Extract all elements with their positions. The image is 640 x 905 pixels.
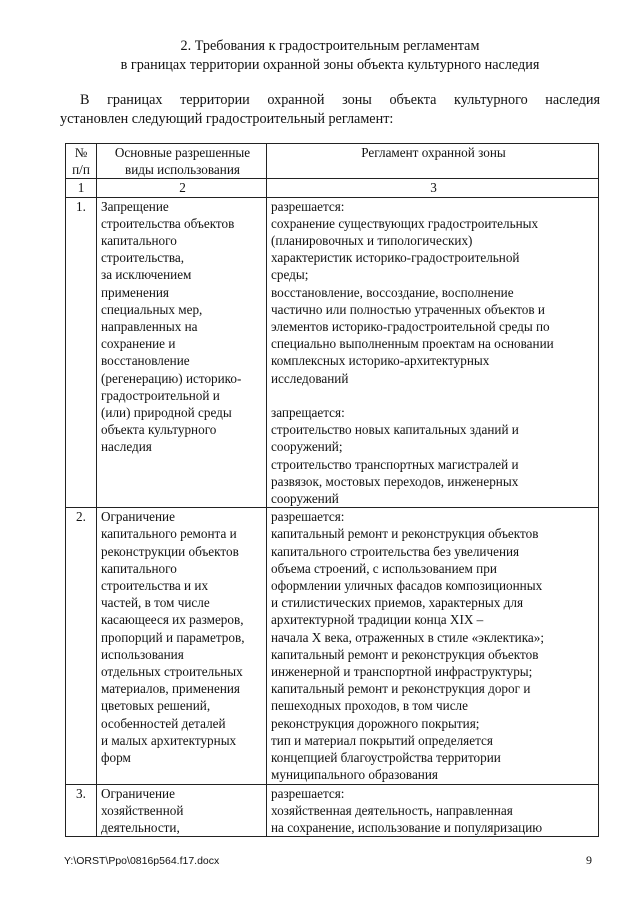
regulation-line: частично или полностью утраченных объектов и: [271, 301, 545, 317]
use-line: частей, в том числе: [101, 595, 210, 611]
regulation-table: [65, 143, 599, 837]
row-number: 1.: [66, 197, 97, 508]
use-line: (регенерацию) историко-: [101, 370, 242, 386]
use-line: наследия: [101, 439, 152, 455]
use-line: хозяйственной: [101, 802, 184, 818]
use-line: объекта культурного: [101, 422, 217, 438]
regulation-line: разрешается:: [271, 785, 345, 801]
use-line: за исключением: [101, 267, 192, 283]
regulation-line: среды;: [271, 267, 309, 283]
column-number-3: 3: [267, 179, 599, 197]
regulation-line: капитальный ремонт и реконструкция объектов: [271, 646, 539, 662]
regulation-line: запрещается:: [271, 405, 345, 421]
regulation-line: концепцией благоустройства территории: [271, 750, 501, 766]
table-header-row: [66, 144, 599, 179]
regulation-line: восстановление, воссоздание, восполнение: [271, 284, 514, 300]
use-line: сохранение и: [101, 336, 176, 352]
use-line: реконструкции объектов: [101, 543, 239, 559]
use-line: материалов, применения: [101, 681, 240, 697]
use-line: специальных мер,: [101, 301, 203, 317]
regulation-line: комплексных историко-архитектурных: [271, 353, 490, 369]
regulation-line: исследований: [271, 370, 349, 386]
regulation-line: архитектурной традиции конца XIX –: [271, 612, 484, 628]
use-line: форм: [101, 750, 131, 766]
regulation-line: развязок, мостовых переходов, инженерных: [271, 473, 519, 489]
column-number-1: 1: [66, 179, 97, 197]
use-line: восстановление: [101, 353, 190, 369]
row-regulation-cell: [267, 197, 599, 508]
header-num-line-1: №: [74, 145, 88, 160]
row-number: 3.: [66, 784, 97, 837]
row-regulation-cell: [267, 784, 599, 837]
regulation-line: строительство новых капитальных зданий и: [271, 422, 519, 438]
row-number: 2.: [66, 508, 97, 784]
section-heading-line-1: 2. Требования к градостроительным регламентам: [180, 38, 480, 54]
use-line: пропорций и параметров,: [101, 629, 245, 645]
regulation-line: муниципального образования: [271, 767, 438, 783]
regulation-line: хозяйственная деятельность, направленная: [271, 802, 513, 818]
row-regulation-cell: [267, 508, 599, 784]
use-line: капитального: [101, 560, 177, 576]
use-line: строительства и их: [101, 578, 209, 594]
regulation-line: разрешается:: [271, 198, 345, 214]
regulation-line: специально выполненным проектам на основании: [271, 336, 554, 352]
table-row: [66, 784, 599, 837]
use-line: деятельности,: [101, 819, 180, 835]
use-line: отдельных строительных: [101, 664, 243, 680]
regulation-line: на сохранение, использование и популяризацию: [271, 819, 543, 835]
use-line: строительства объектов: [101, 215, 235, 231]
use-line: градостроительной и: [101, 387, 220, 403]
regulation-line: (планировочных и типологических): [271, 233, 473, 249]
use-line: капитального ремонта и: [101, 526, 237, 542]
regulation-line: элементов историко-градостроительной среды по: [271, 319, 550, 335]
use-line: цветовых решений,: [101, 698, 211, 714]
regulation-line: реконструкция дорожного покрытия;: [271, 715, 480, 731]
use-line: особенностей деталей: [101, 715, 226, 731]
header-regulation-cell: Регламент охранной зоны: [267, 144, 599, 179]
footer-file-path: Y:\ORST\Ppo\0816p564.f17.docx: [64, 855, 220, 867]
use-line: (или) природной среды: [101, 405, 232, 421]
header-uses-line-2: виды использования: [125, 162, 240, 178]
regulation-line: пешеходных проходов, в том числе: [271, 698, 468, 714]
use-line: строительства,: [101, 250, 185, 266]
regulation-line: сооружений: [271, 491, 339, 507]
use-line: Ограничение: [101, 785, 175, 801]
section-heading-line-2: в границах территории охранной зоны объекта культурного наследия: [120, 57, 540, 73]
header-uses-cell: [97, 144, 267, 179]
regulation-line: объема строений, с использованием при: [271, 560, 497, 576]
row-use-cell: [97, 508, 267, 784]
column-number-2: 2: [97, 179, 267, 197]
regulation-line: [271, 387, 596, 404]
use-line: применения: [101, 284, 169, 300]
table-row: [66, 508, 599, 784]
regulation-line: капитального строительства без увеличения: [271, 543, 520, 559]
regulation-line: и стилистических приемов, характерных для: [271, 595, 524, 611]
regulation-line: тип и материал покрытий определяется: [271, 732, 493, 748]
footer-page-number: 9: [586, 853, 592, 867]
regulation-line: строительство транспортных магистралей и: [271, 456, 519, 472]
row-use-cell: [97, 197, 267, 508]
regulation-line: разрешается:: [271, 509, 345, 525]
row-use-cell: [97, 784, 267, 837]
use-line: направленных на: [101, 319, 198, 335]
section-heading: [60, 37, 600, 75]
use-line: Ограничение: [101, 509, 175, 525]
header-uses-line-1: Основные разрешенные: [114, 145, 251, 160]
regulation-line: капитальный ремонт и реконструкция объектов: [271, 526, 539, 542]
use-line: использования: [101, 646, 184, 662]
table-row: [66, 197, 599, 508]
regulation-line: сооружений;: [271, 439, 343, 455]
use-line: касающееся их размеров,: [101, 612, 244, 628]
use-line: капитального: [101, 233, 177, 249]
regulation-line: оформлении уличных фасадов композиционных: [271, 578, 543, 594]
header-num-cell: [66, 144, 97, 179]
use-line: и малых архитектурных: [101, 732, 237, 748]
header-num-line-2: п/п: [72, 162, 90, 178]
column-number-row: [66, 179, 599, 197]
regulation-line: начала X века, отраженных в стиле «эклектика»;: [271, 629, 545, 645]
use-line: Запрещение: [101, 198, 169, 214]
regulation-line: сохранение существующих градостроительных: [271, 215, 539, 231]
regulation-line: инженерной и транспортной инфраструктуры;: [271, 664, 533, 680]
table-body: [66, 197, 599, 837]
regulation-line: характеристик историко-градостроительной: [271, 250, 520, 266]
intro-paragraph-line-1: В границах территории охранной зоны объекта культурного наследия: [80, 92, 600, 108]
regulation-line: капитальный ремонт и реконструкция дорог и: [271, 681, 531, 697]
intro-paragraph-line-2: установлен следующий градостроительный регламент:: [60, 111, 394, 127]
